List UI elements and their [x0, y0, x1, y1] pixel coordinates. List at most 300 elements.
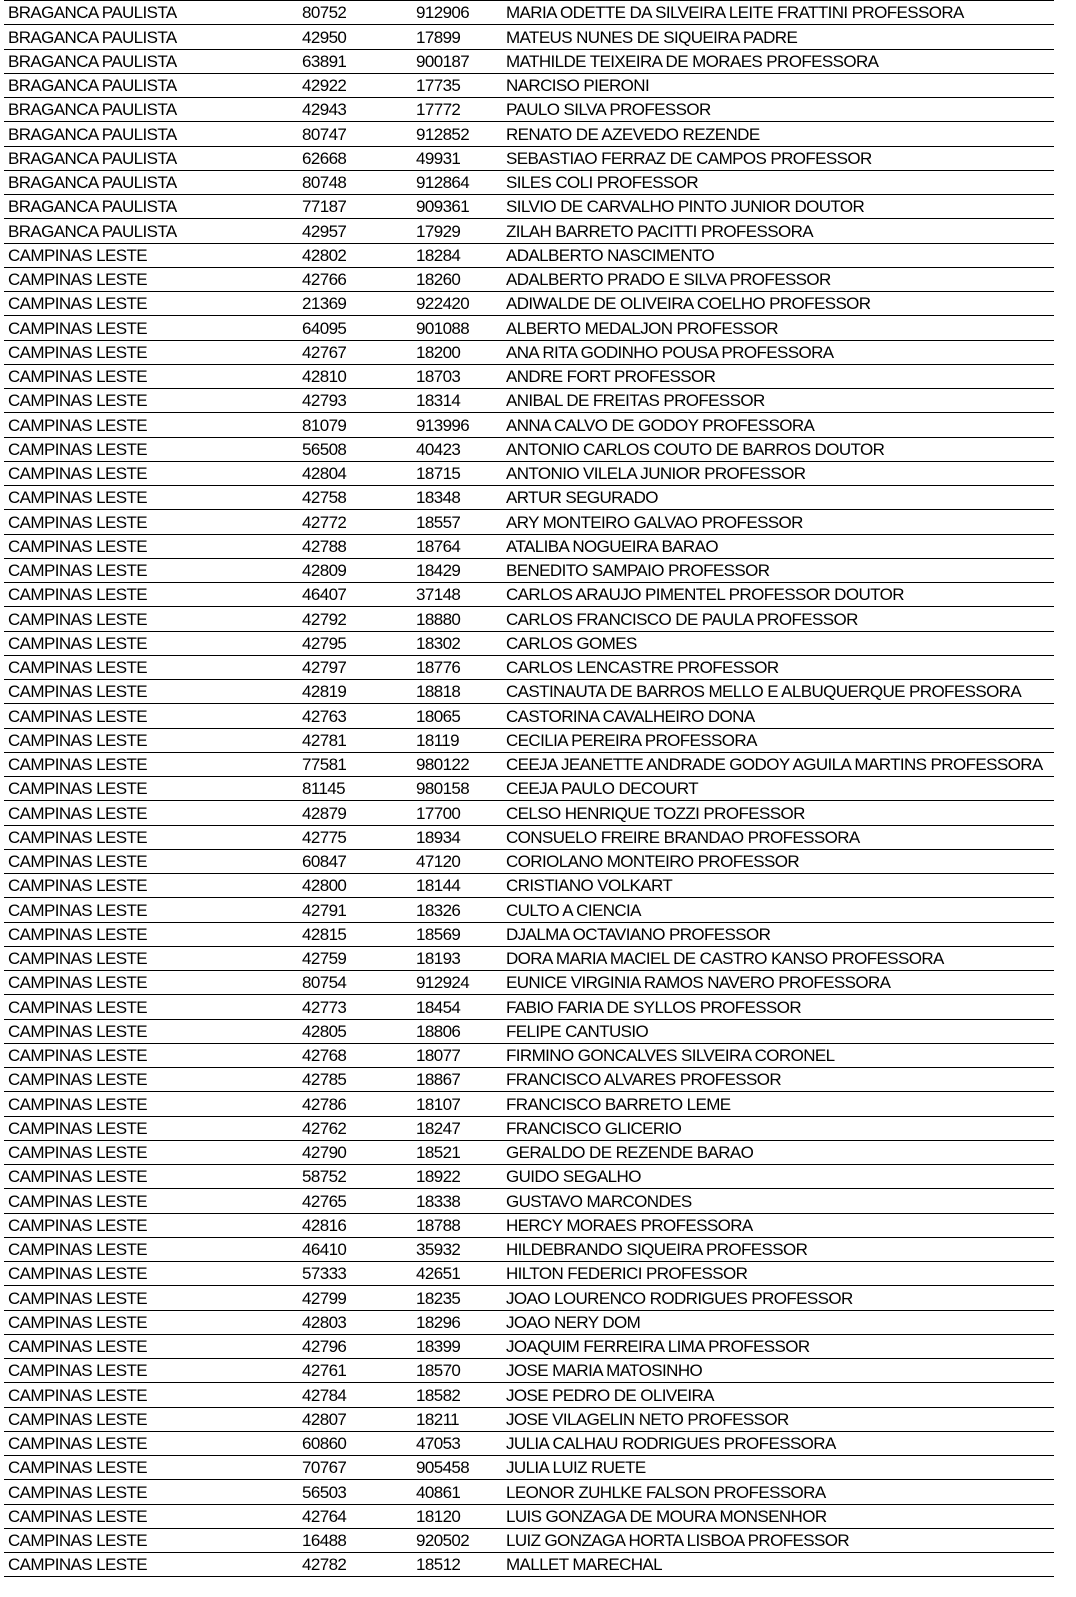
code-a-cell: 80748 [298, 170, 412, 194]
municipality-cell: CAMPINAS LESTE [4, 1383, 298, 1407]
code-a-cell: 42807 [298, 1407, 412, 1431]
table-row [4, 292, 1054, 316]
code-a-cell: 42781 [298, 728, 412, 752]
municipality-cell: CAMPINAS LESTE [4, 510, 298, 534]
school-name-cell: DJALMA OCTAVIANO PROFESSOR [502, 922, 1054, 946]
school-name-cell: JOSE MARIA MATOSINHO [502, 1359, 1054, 1383]
municipality-cell: CAMPINAS LESTE [4, 1237, 298, 1261]
school-name-cell: PAULO SILVA PROFESSOR [502, 98, 1054, 122]
municipality-cell: CAMPINAS LESTE [4, 946, 298, 970]
school-name-cell: ANNA CALVO DE GODOY PROFESSORA [502, 413, 1054, 437]
school-name-cell: CECILIA PEREIRA PROFESSORA [502, 728, 1054, 752]
code-a-cell: 46407 [298, 583, 412, 607]
code-b-cell: 47053 [412, 1431, 502, 1455]
municipality-cell: CAMPINAS LESTE [4, 1213, 298, 1237]
code-a-cell: 42788 [298, 534, 412, 558]
municipality-cell: CAMPINAS LESTE [4, 1407, 298, 1431]
municipality-cell: CAMPINAS LESTE [4, 1431, 298, 1455]
code-a-cell: 42767 [298, 340, 412, 364]
school-name-cell: FIRMINO GONCALVES SILVEIRA CORONEL [502, 1043, 1054, 1067]
code-b-cell: 18582 [412, 1383, 502, 1407]
code-a-cell: 21369 [298, 292, 412, 316]
code-b-cell: 18211 [412, 1407, 502, 1431]
code-a-cell: 42768 [298, 1043, 412, 1067]
municipality-cell: BRAGANCA PAULISTA [4, 49, 298, 73]
code-a-cell: 42793 [298, 389, 412, 413]
school-name-cell: MARIA ODETTE DA SILVEIRA LEITE FRATTINI PROFESSORA [502, 1, 1054, 25]
school-name-cell: HERCY MORAES PROFESSORA [502, 1213, 1054, 1237]
table-row [4, 1407, 1054, 1431]
municipality-cell: CAMPINAS LESTE [4, 267, 298, 291]
school-name-cell: HILTON FEDERICI PROFESSOR [502, 1262, 1054, 1286]
code-b-cell: 37148 [412, 583, 502, 607]
municipality-cell: CAMPINAS LESTE [4, 486, 298, 510]
school-name-cell: CULTO A CIENCIA [502, 898, 1054, 922]
municipality-cell: CAMPINAS LESTE [4, 1019, 298, 1043]
school-name-cell: GERALDO DE REZENDE BARAO [502, 1140, 1054, 1164]
code-b-cell: 42651 [412, 1262, 502, 1286]
school-name-cell: SEBASTIAO FERRAZ DE CAMPOS PROFESSOR [502, 146, 1054, 170]
table-row [4, 631, 1054, 655]
code-a-cell: 46410 [298, 1237, 412, 1261]
code-a-cell: 42765 [298, 1189, 412, 1213]
code-b-cell: 49931 [412, 146, 502, 170]
code-b-cell: 18296 [412, 1310, 502, 1334]
code-a-cell: 42784 [298, 1383, 412, 1407]
school-name-cell: JOAO NERY DOM [502, 1310, 1054, 1334]
table-row [4, 219, 1054, 243]
table-row [4, 728, 1054, 752]
school-name-cell: CARLOS GOMES [502, 631, 1054, 655]
code-a-cell: 42800 [298, 874, 412, 898]
municipality-cell: CAMPINAS LESTE [4, 995, 298, 1019]
table-row [4, 146, 1054, 170]
code-b-cell: 18120 [412, 1504, 502, 1528]
code-a-cell: 42816 [298, 1213, 412, 1237]
municipality-cell: CAMPINAS LESTE [4, 243, 298, 267]
code-b-cell: 18399 [412, 1334, 502, 1358]
table-row [4, 340, 1054, 364]
code-b-cell: 18715 [412, 461, 502, 485]
table-row [4, 1189, 1054, 1213]
municipality-cell: CAMPINAS LESTE [4, 1528, 298, 1552]
municipality-cell: CAMPINAS LESTE [4, 898, 298, 922]
school-name-cell: CARLOS ARAUJO PIMENTEL PROFESSOR DOUTOR [502, 583, 1054, 607]
municipality-cell: CAMPINAS LESTE [4, 1262, 298, 1286]
code-b-cell: 18326 [412, 898, 502, 922]
municipality-cell: CAMPINAS LESTE [4, 292, 298, 316]
municipality-cell: CAMPINAS LESTE [4, 1165, 298, 1189]
school-name-cell: RENATO DE AZEVEDO REZENDE [502, 122, 1054, 146]
table-row [4, 849, 1054, 873]
code-b-cell: 901088 [412, 316, 502, 340]
code-b-cell: 18867 [412, 1068, 502, 1092]
school-name-cell: MATEUS NUNES DE SIQUEIRA PADRE [502, 25, 1054, 49]
school-name-cell: CARLOS FRANCISCO DE PAULA PROFESSOR [502, 607, 1054, 631]
table-row [4, 1480, 1054, 1504]
table-row [4, 995, 1054, 1019]
code-b-cell: 18521 [412, 1140, 502, 1164]
code-b-cell: 18764 [412, 534, 502, 558]
code-a-cell: 42797 [298, 655, 412, 679]
municipality-cell: BRAGANCA PAULISTA [4, 219, 298, 243]
code-b-cell: 18922 [412, 1165, 502, 1189]
code-b-cell: 18119 [412, 728, 502, 752]
municipality-cell: CAMPINAS LESTE [4, 655, 298, 679]
code-a-cell: 42802 [298, 243, 412, 267]
code-a-cell: 42772 [298, 510, 412, 534]
municipality-cell: CAMPINAS LESTE [4, 631, 298, 655]
code-b-cell: 18247 [412, 1116, 502, 1140]
school-name-cell: CASTORINA CAVALHEIRO DONA [502, 704, 1054, 728]
school-name-cell: MATHILDE TEIXEIRA DE MORAES PROFESSORA [502, 49, 1054, 73]
table-row [4, 49, 1054, 73]
code-a-cell: 42803 [298, 1310, 412, 1334]
municipality-cell: CAMPINAS LESTE [4, 558, 298, 582]
code-b-cell: 18776 [412, 655, 502, 679]
municipality-cell: CAMPINAS LESTE [4, 340, 298, 364]
code-b-cell: 18557 [412, 510, 502, 534]
code-b-cell: 912852 [412, 122, 502, 146]
school-name-cell: NARCISO PIERONI [502, 73, 1054, 97]
code-a-cell: 60860 [298, 1431, 412, 1455]
code-a-cell: 42764 [298, 1504, 412, 1528]
code-a-cell: 58752 [298, 1165, 412, 1189]
municipality-cell: CAMPINAS LESTE [4, 1310, 298, 1334]
table-row [4, 437, 1054, 461]
table-row [4, 1237, 1054, 1261]
municipality-cell: CAMPINAS LESTE [4, 874, 298, 898]
code-a-cell: 42943 [298, 98, 412, 122]
table-row [4, 1504, 1054, 1528]
code-a-cell: 42761 [298, 1359, 412, 1383]
code-a-cell: 63891 [298, 49, 412, 73]
code-b-cell: 18512 [412, 1553, 502, 1577]
table-row [4, 195, 1054, 219]
table-row [4, 946, 1054, 970]
municipality-cell: CAMPINAS LESTE [4, 752, 298, 776]
code-b-cell: 18235 [412, 1286, 502, 1310]
school-name-cell: CEEJA PAULO DECOURT [502, 777, 1054, 801]
municipality-cell: CAMPINAS LESTE [4, 1553, 298, 1577]
school-name-cell: CASTINAUTA DE BARROS MELLO E ALBUQUERQUE PROFESSORA [502, 680, 1054, 704]
code-a-cell: 42796 [298, 1334, 412, 1358]
code-a-cell: 42819 [298, 680, 412, 704]
municipality-cell: CAMPINAS LESTE [4, 1334, 298, 1358]
code-b-cell: 920502 [412, 1528, 502, 1552]
code-b-cell: 912924 [412, 971, 502, 995]
code-b-cell: 18338 [412, 1189, 502, 1213]
table-row [4, 971, 1054, 995]
school-name-cell: LUIZ GONZAGA HORTA LISBOA PROFESSOR [502, 1528, 1054, 1552]
school-name-cell: MALLET MARECHAL [502, 1553, 1054, 1577]
table-row [4, 25, 1054, 49]
table-row [4, 98, 1054, 122]
code-b-cell: 922420 [412, 292, 502, 316]
municipality-cell: CAMPINAS LESTE [4, 777, 298, 801]
school-list-sheet [4, 0, 1054, 1577]
municipality-cell: CAMPINAS LESTE [4, 680, 298, 704]
code-b-cell: 913996 [412, 413, 502, 437]
school-name-cell: JOSE VILAGELIN NETO PROFESSOR [502, 1407, 1054, 1431]
code-b-cell: 18818 [412, 680, 502, 704]
school-name-cell: HILDEBRANDO SIQUEIRA PROFESSOR [502, 1237, 1054, 1261]
municipality-cell: CAMPINAS LESTE [4, 1092, 298, 1116]
school-name-cell: FELIPE CANTUSIO [502, 1019, 1054, 1043]
municipality-cell: CAMPINAS LESTE [4, 1480, 298, 1504]
table-row [4, 1383, 1054, 1407]
code-b-cell: 18284 [412, 243, 502, 267]
code-a-cell: 42879 [298, 801, 412, 825]
code-a-cell: 42799 [298, 1286, 412, 1310]
code-b-cell: 18806 [412, 1019, 502, 1043]
table-row [4, 558, 1054, 582]
code-b-cell: 909361 [412, 195, 502, 219]
code-b-cell: 17700 [412, 801, 502, 825]
table-row [4, 874, 1054, 898]
code-a-cell: 80752 [298, 1, 412, 25]
municipality-cell: CAMPINAS LESTE [4, 1140, 298, 1164]
table-row [4, 1019, 1054, 1043]
table-row [4, 607, 1054, 631]
school-name-cell: ALBERTO MEDALJON PROFESSOR [502, 316, 1054, 340]
code-a-cell: 42792 [298, 607, 412, 631]
code-b-cell: 18107 [412, 1092, 502, 1116]
code-a-cell: 81079 [298, 413, 412, 437]
code-b-cell: 18348 [412, 486, 502, 510]
municipality-cell: CAMPINAS LESTE [4, 849, 298, 873]
table-row [4, 1334, 1054, 1358]
school-name-cell: ARTUR SEGURADO [502, 486, 1054, 510]
code-b-cell: 900187 [412, 49, 502, 73]
code-b-cell: 47120 [412, 849, 502, 873]
school-name-cell: ZILAH BARRETO PACITTI PROFESSORA [502, 219, 1054, 243]
table-row [4, 704, 1054, 728]
school-name-cell: SILES COLI PROFESSOR [502, 170, 1054, 194]
code-a-cell: 42758 [298, 486, 412, 510]
school-name-cell: ANA RITA GODINHO POUSA PROFESSORA [502, 340, 1054, 364]
code-b-cell: 18144 [412, 874, 502, 898]
school-name-cell: ADIWALDE DE OLIVEIRA COELHO PROFESSOR [502, 292, 1054, 316]
municipality-cell: CAMPINAS LESTE [4, 825, 298, 849]
table-row [4, 1092, 1054, 1116]
school-name-cell: JOSE PEDRO DE OLIVEIRA [502, 1383, 1054, 1407]
code-b-cell: 18193 [412, 946, 502, 970]
school-name-cell: LUIS GONZAGA DE MOURA MONSENHOR [502, 1504, 1054, 1528]
code-b-cell: 17772 [412, 98, 502, 122]
code-b-cell: 17929 [412, 219, 502, 243]
code-b-cell: 18454 [412, 995, 502, 1019]
table-row [4, 1553, 1054, 1577]
municipality-cell: CAMPINAS LESTE [4, 1116, 298, 1140]
table-row [4, 680, 1054, 704]
code-b-cell: 18570 [412, 1359, 502, 1383]
school-name-cell: JOAO LOURENCO RODRIGUES PROFESSOR [502, 1286, 1054, 1310]
code-a-cell: 62668 [298, 146, 412, 170]
table-row [4, 316, 1054, 340]
table-row [4, 413, 1054, 437]
code-b-cell: 905458 [412, 1456, 502, 1480]
code-b-cell: 980158 [412, 777, 502, 801]
code-a-cell: 42950 [298, 25, 412, 49]
school-name-cell: ARY MONTEIRO GALVAO PROFESSOR [502, 510, 1054, 534]
code-b-cell: 18302 [412, 631, 502, 655]
municipality-cell: CAMPINAS LESTE [4, 607, 298, 631]
municipality-cell: CAMPINAS LESTE [4, 1043, 298, 1067]
municipality-cell: CAMPINAS LESTE [4, 1286, 298, 1310]
code-a-cell: 42809 [298, 558, 412, 582]
table-row [4, 364, 1054, 388]
school-name-cell: CARLOS LENCASTRE PROFESSOR [502, 655, 1054, 679]
table-row [4, 461, 1054, 485]
code-a-cell: 42804 [298, 461, 412, 485]
code-a-cell: 80754 [298, 971, 412, 995]
municipality-cell: CAMPINAS LESTE [4, 1359, 298, 1383]
table-row [4, 801, 1054, 825]
school-name-cell: ANTONIO VILELA JUNIOR PROFESSOR [502, 461, 1054, 485]
school-name-cell: CELSO HENRIQUE TOZZI PROFESSOR [502, 801, 1054, 825]
code-a-cell: 42790 [298, 1140, 412, 1164]
code-a-cell: 81145 [298, 777, 412, 801]
school-name-cell: EUNICE VIRGINIA RAMOS NAVERO PROFESSORA [502, 971, 1054, 995]
table-row [4, 1068, 1054, 1092]
code-b-cell: 912864 [412, 170, 502, 194]
code-b-cell: 912906 [412, 1, 502, 25]
code-a-cell: 70767 [298, 1456, 412, 1480]
municipality-cell: BRAGANCA PAULISTA [4, 122, 298, 146]
school-name-cell: FRANCISCO ALVARES PROFESSOR [502, 1068, 1054, 1092]
code-a-cell: 16488 [298, 1528, 412, 1552]
table-row [4, 1116, 1054, 1140]
table-row [4, 1140, 1054, 1164]
code-b-cell: 17735 [412, 73, 502, 97]
table-row [4, 1456, 1054, 1480]
school-name-cell: FABIO FARIA DE SYLLOS PROFESSOR [502, 995, 1054, 1019]
municipality-cell: BRAGANCA PAULISTA [4, 146, 298, 170]
table-row [4, 122, 1054, 146]
code-a-cell: 77581 [298, 752, 412, 776]
code-a-cell: 64095 [298, 316, 412, 340]
school-name-cell: JOAQUIM FERREIRA LIMA PROFESSOR [502, 1334, 1054, 1358]
code-a-cell: 42786 [298, 1092, 412, 1116]
table-row [4, 1310, 1054, 1334]
table-row [4, 389, 1054, 413]
code-b-cell: 40861 [412, 1480, 502, 1504]
municipality-cell: CAMPINAS LESTE [4, 389, 298, 413]
code-a-cell: 56508 [298, 437, 412, 461]
code-b-cell: 40423 [412, 437, 502, 461]
school-name-cell: FRANCISCO GLICERIO [502, 1116, 1054, 1140]
table-row [4, 1262, 1054, 1286]
school-name-cell: ADALBERTO NASCIMENTO [502, 243, 1054, 267]
school-name-cell: ANDRE FORT PROFESSOR [502, 364, 1054, 388]
code-a-cell: 42773 [298, 995, 412, 1019]
school-name-cell: LEONOR ZUHLKE FALSON PROFESSORA [502, 1480, 1054, 1504]
table-row [4, 510, 1054, 534]
municipality-cell: CAMPINAS LESTE [4, 534, 298, 558]
code-a-cell: 42810 [298, 364, 412, 388]
municipality-cell: CAMPINAS LESTE [4, 461, 298, 485]
municipality-cell: BRAGANCA PAULISTA [4, 170, 298, 194]
table-row [4, 243, 1054, 267]
table-row [4, 1, 1054, 25]
code-a-cell: 42815 [298, 922, 412, 946]
table-row [4, 583, 1054, 607]
code-a-cell: 42782 [298, 1553, 412, 1577]
code-b-cell: 18260 [412, 267, 502, 291]
code-a-cell: 42763 [298, 704, 412, 728]
school-name-cell: FRANCISCO BARRETO LEME [502, 1092, 1054, 1116]
table-row [4, 73, 1054, 97]
code-a-cell: 42766 [298, 267, 412, 291]
code-a-cell: 56503 [298, 1480, 412, 1504]
municipality-cell: BRAGANCA PAULISTA [4, 1, 298, 25]
municipality-cell: BRAGANCA PAULISTA [4, 73, 298, 97]
school-name-cell: GUIDO SEGALHO [502, 1165, 1054, 1189]
table-row [4, 922, 1054, 946]
school-name-cell: GUSTAVO MARCONDES [502, 1189, 1054, 1213]
code-a-cell: 80747 [298, 122, 412, 146]
table-row [4, 825, 1054, 849]
code-a-cell: 60847 [298, 849, 412, 873]
school-name-cell: ANTONIO CARLOS COUTO DE BARROS DOUTOR [502, 437, 1054, 461]
municipality-cell: CAMPINAS LESTE [4, 316, 298, 340]
table-row [4, 898, 1054, 922]
code-a-cell: 42785 [298, 1068, 412, 1092]
school-table [4, 0, 1054, 1577]
code-b-cell: 17899 [412, 25, 502, 49]
municipality-cell: CAMPINAS LESTE [4, 971, 298, 995]
code-b-cell: 18703 [412, 364, 502, 388]
municipality-cell: CAMPINAS LESTE [4, 413, 298, 437]
table-row [4, 655, 1054, 679]
table-row [4, 777, 1054, 801]
municipality-cell: CAMPINAS LESTE [4, 704, 298, 728]
code-b-cell: 18880 [412, 607, 502, 631]
table-row [4, 1431, 1054, 1455]
school-name-cell: CEEJA JEANETTE ANDRADE GODOY AGUILA MARTINS PROFESSORA [502, 752, 1054, 776]
school-name-cell: ATALIBA NOGUEIRA BARAO [502, 534, 1054, 558]
municipality-cell: CAMPINAS LESTE [4, 1456, 298, 1480]
code-b-cell: 18788 [412, 1213, 502, 1237]
school-name-cell: BENEDITO SAMPAIO PROFESSOR [502, 558, 1054, 582]
code-a-cell: 42922 [298, 73, 412, 97]
code-b-cell: 980122 [412, 752, 502, 776]
code-b-cell: 18569 [412, 922, 502, 946]
municipality-cell: BRAGANCA PAULISTA [4, 98, 298, 122]
municipality-cell: CAMPINAS LESTE [4, 1504, 298, 1528]
table-row [4, 267, 1054, 291]
municipality-cell: BRAGANCA PAULISTA [4, 195, 298, 219]
municipality-cell: CAMPINAS LESTE [4, 922, 298, 946]
code-a-cell: 42762 [298, 1116, 412, 1140]
code-a-cell: 42791 [298, 898, 412, 922]
code-a-cell: 42805 [298, 1019, 412, 1043]
code-a-cell: 77187 [298, 195, 412, 219]
table-row [4, 1213, 1054, 1237]
code-b-cell: 18200 [412, 340, 502, 364]
school-name-cell: CORIOLANO MONTEIRO PROFESSOR [502, 849, 1054, 873]
table-row [4, 1165, 1054, 1189]
municipality-cell: CAMPINAS LESTE [4, 1189, 298, 1213]
code-b-cell: 35932 [412, 1237, 502, 1261]
code-a-cell: 42775 [298, 825, 412, 849]
table-row [4, 1528, 1054, 1552]
code-a-cell: 42795 [298, 631, 412, 655]
school-name-cell: ADALBERTO PRADO E SILVA PROFESSOR [502, 267, 1054, 291]
municipality-cell: CAMPINAS LESTE [4, 728, 298, 752]
code-a-cell: 42759 [298, 946, 412, 970]
